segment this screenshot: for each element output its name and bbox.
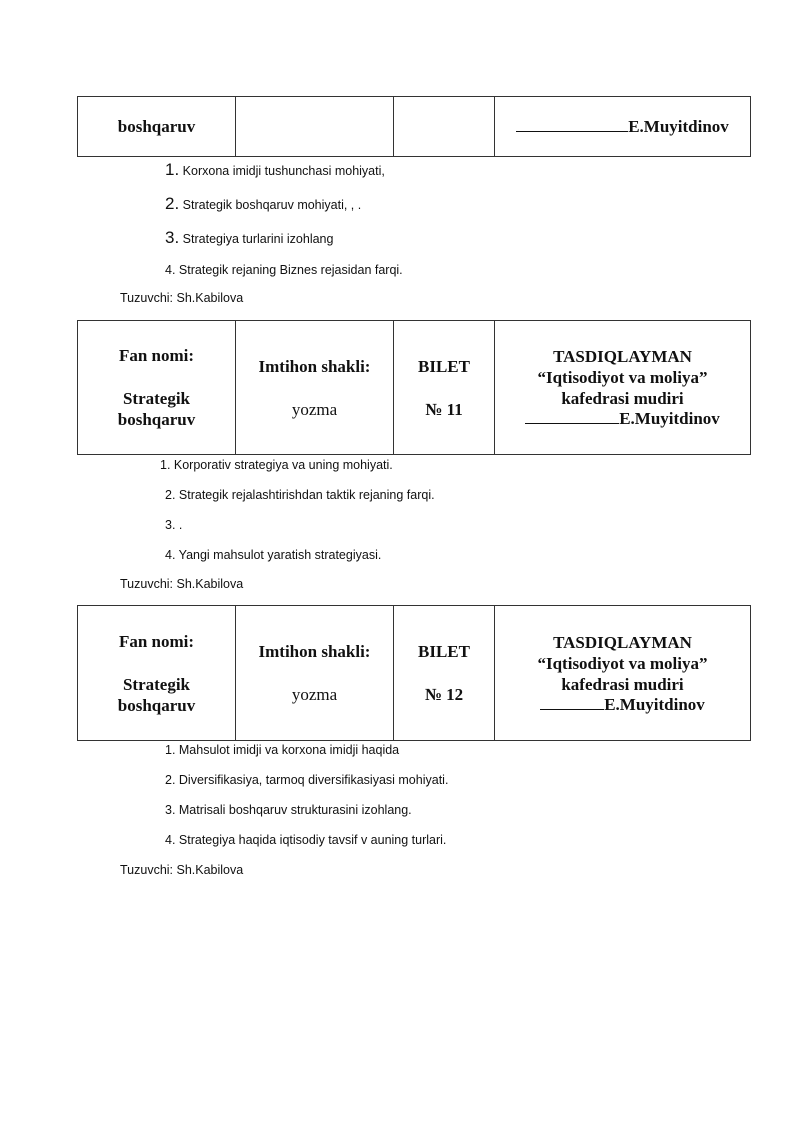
question-item: 3. . bbox=[165, 518, 183, 532]
exam-form-value: yozma bbox=[291, 399, 338, 419]
subject-name-line2: boshqaruv bbox=[117, 695, 196, 715]
question-item bbox=[165, 230, 333, 247]
author-label: Tuzuvchi: Sh.Kabilova bbox=[120, 577, 244, 591]
exam-form-cell bbox=[236, 321, 394, 454]
ticket-label: BILET bbox=[418, 642, 470, 661]
question-item bbox=[165, 162, 385, 179]
question-item: 4. Yangi mahsulot yaratish strategiyasi. bbox=[165, 548, 382, 562]
question-text: Strategiya turlarini izohlang bbox=[182, 232, 334, 246]
signature-line bbox=[540, 695, 604, 710]
approval-department: “Iqtisodiyot va moliya” bbox=[537, 368, 708, 387]
ticket-label: BILET bbox=[418, 356, 470, 376]
question-number: 1. bbox=[165, 160, 180, 179]
question-item: 3. Matrisali boshqaruv strukturasini izohlang. bbox=[165, 803, 412, 817]
question-item bbox=[165, 262, 403, 278]
approval-title: TASDIQLAYMAN bbox=[553, 347, 692, 366]
author-label: Tuzuvchi: Sh.Kabilova bbox=[120, 291, 244, 305]
ticket-number: № 11 bbox=[425, 399, 463, 419]
exam-form-cell bbox=[236, 97, 394, 156]
question-item: 1. Korporativ strategiya va uning mohiyati. bbox=[160, 458, 393, 472]
question-number: 4. bbox=[165, 263, 176, 277]
subject-label: Fan nomi: bbox=[118, 346, 195, 365]
exam-form-label: Imtihon shakli: bbox=[258, 356, 371, 376]
question-text: Strategik boshqaruv mohiyati, , . bbox=[182, 198, 362, 212]
question-text: Strategik rejaning Biznes rejasidan farqi. bbox=[178, 263, 403, 277]
approval-department: “Iqtisodiyot va moliya” bbox=[537, 653, 708, 673]
approver-name: E.Muyitdinov bbox=[604, 694, 705, 714]
subject-name-line1: Strategik bbox=[122, 389, 191, 408]
subject-cell bbox=[78, 606, 236, 740]
subject-cell bbox=[78, 97, 236, 156]
approval-role: kafedrasi mudiri bbox=[561, 674, 684, 694]
subject-name: boshqaruv bbox=[117, 117, 196, 136]
question-item: 2. Strategik rejalashtirishdan taktik rejaning farqi. bbox=[165, 488, 435, 502]
question-text: Korxona imidji tushunchasi mohiyati, bbox=[182, 164, 385, 178]
ticket-table-12 bbox=[77, 605, 751, 741]
subject-name-line1: Strategik bbox=[122, 674, 191, 694]
approver-name: E.Muyitdinov bbox=[619, 409, 720, 428]
question-item: 4. Strategiya haqida iqtisodiy tavsif v auning turlari. bbox=[165, 833, 447, 847]
ticket-number-cell bbox=[394, 97, 495, 156]
subject-name-line2: boshqaruv bbox=[117, 410, 196, 429]
signature-line bbox=[525, 409, 619, 424]
approval-role: kafedrasi mudiri bbox=[561, 389, 684, 408]
approval-title: TASDIQLAYMAN bbox=[553, 632, 692, 652]
ticket-number: № 12 bbox=[424, 685, 464, 704]
approver-name: E.Muyitdinov bbox=[628, 116, 729, 136]
author-label: Tuzuvchi: Sh.Kabilova bbox=[120, 863, 244, 877]
approval-signature bbox=[516, 117, 729, 137]
subject-label: Fan nomi: bbox=[118, 631, 195, 651]
approval-cell bbox=[495, 606, 750, 740]
approval-cell bbox=[495, 321, 750, 454]
ticket-number-cell bbox=[394, 606, 495, 740]
question-number: 2. bbox=[165, 194, 180, 213]
subject-cell bbox=[78, 321, 236, 454]
ticket-number-cell bbox=[394, 321, 495, 454]
approval-signature bbox=[540, 695, 705, 715]
question-item bbox=[165, 196, 361, 213]
exam-form-cell bbox=[236, 606, 394, 740]
signature-line bbox=[516, 117, 628, 132]
question-number: 3. bbox=[165, 228, 180, 247]
ticket-table-11 bbox=[77, 320, 751, 455]
exam-form-label: Imtihon shakli: bbox=[258, 642, 371, 661]
approval-cell bbox=[495, 97, 750, 156]
ticket-table-10 bbox=[77, 96, 751, 157]
question-item: 1. Mahsulot imidji va korxona imidji haqida bbox=[165, 743, 400, 757]
approval-signature bbox=[525, 409, 720, 429]
question-item: 2. Diversifikasiya, tarmoq diversifikasiyasi mohiyati. bbox=[165, 773, 449, 787]
exam-form-value: yozma bbox=[291, 685, 338, 704]
